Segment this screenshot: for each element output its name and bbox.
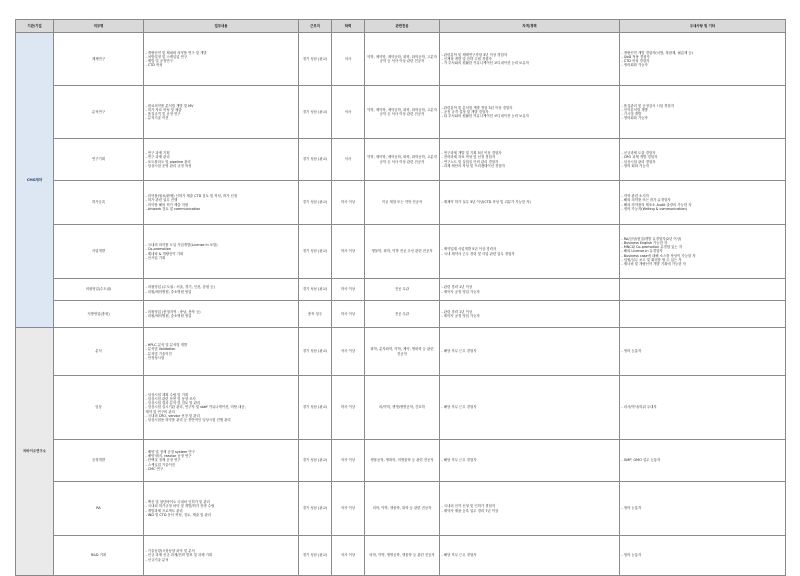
duties-line: - 배양 배지, reactor 공정 연구: [145, 454, 192, 459]
duties: [144, 440, 299, 482]
recruitment-table-sheet: [15, 19, 785, 576]
location: 경기 성남 (판교): [299, 376, 332, 440]
qualification: [440, 279, 620, 301]
duties-line: - 연구 과제 관리: [145, 155, 170, 160]
duties-line: - 의원/세미병원, 중소병원 영업: [145, 289, 192, 294]
education: 석사: [332, 139, 365, 181]
duties-line: - CTD 작성: [145, 63, 163, 68]
duties: [144, 139, 299, 181]
education: 석사: [332, 86, 365, 139]
duties-line: - Artwork 검토 및 communication: [145, 206, 201, 211]
qualification-line: - 연구과제 개발 및 기획 5년 이상 경험자: [441, 151, 502, 156]
job-title: 지방영업(충청): [54, 301, 144, 328]
table-row: [16, 328, 786, 376]
preference-line: - Business case에 대해 소스를 작성이 가능한 자: [621, 253, 696, 258]
job-title: 분석: [54, 328, 144, 376]
duties-line: - 분석법 기술이전: [145, 351, 172, 356]
qualification-line: - 제약사 공정 영업 가능자: [441, 314, 480, 318]
qualification-line: - 전략과제 자료 작성 및 선정 경험자: [441, 155, 496, 160]
duties-line: - 처방설정 및 스케일업 연구: [145, 54, 188, 59]
qualification: [440, 139, 620, 181]
preference: [620, 440, 786, 482]
preference-line: - 기시법 개발: [621, 112, 642, 116]
education: 석사 이상: [332, 536, 365, 576]
qualification: [440, 376, 620, 440]
qualification-line: - 관련 경력 1년 이상: [441, 285, 473, 290]
table-row: [16, 33, 786, 86]
table-row: [16, 301, 786, 328]
duties: [144, 279, 299, 301]
duties: [144, 536, 299, 576]
preference: [620, 33, 786, 86]
duties-line: - 국내외 의약품 도입 사업개발(License in 포함): [145, 243, 218, 248]
qualification: [440, 225, 620, 279]
duties-line: - 포트폴리오 및 pipeline 관리: [145, 159, 191, 164]
location: 경기 성남 (판교): [299, 440, 332, 482]
duties-line: - CMC 연구: [145, 466, 164, 471]
preference-line: - 신약분석법 개발: [621, 107, 648, 112]
major: 이공 계열 또는 약학 전공자: [365, 181, 440, 225]
preference: [620, 328, 786, 376]
duties-line: - 의원영업 (충청지역 : 충남, 충북 등): [145, 309, 201, 314]
duties-line: - 안정성시험: [145, 355, 165, 360]
qualification-line: - 국내 제약사 근무 경력 및 사업 관련 업무 경험자: [441, 251, 515, 256]
qualification-line: - 제약사 공정 영업 가능자: [441, 289, 480, 294]
job-title: 공정개발: [54, 440, 144, 482]
duties-line: - 분석기술 이전: [145, 116, 169, 121]
table-row: [16, 536, 786, 576]
duties-line: - 제네릭 & 개량신약 기획: [145, 251, 184, 256]
location: 경기 성남 (판교): [299, 86, 332, 139]
education: 학사 이상: [332, 225, 365, 279]
location: 경기 성남 (판교): [299, 279, 332, 301]
preference-line: - Business English 가능한 자: [621, 241, 668, 246]
preference-line: - 개량신약 개발 경험자(서방, 복합제, 필름제 등): [621, 50, 693, 55]
qualification: [440, 301, 620, 328]
qualification: [440, 86, 620, 139]
duties-line: - 기술동향/시장동향 파악 및 분석: [145, 549, 195, 554]
major: 약학, 제약학, 제약공학, 화학, 화학공학, 고분자 공학 등 석사 이상 관련 전공자: [365, 33, 440, 86]
qualification-line: - 타 부서와의 원활한 커뮤니케이션 코디네이션 능력 보유자: [441, 114, 529, 119]
duties-line: - 국내외 CRO, vendor 선정 및 관리: [145, 413, 200, 418]
duties-line: - 단백질 정제 공정 연구: [145, 458, 181, 463]
duties-line: - 신규기술 분석: [145, 557, 169, 562]
preference: [620, 86, 786, 139]
location: 경기 성남 (판교): [299, 536, 332, 576]
major: 의/약학, 생명/생명공학, 간호학: [365, 376, 440, 440]
preference: [620, 376, 786, 440]
job-title: 의원영업(수도권): [54, 279, 144, 301]
qualification: [440, 181, 620, 225]
preference-line: - MNC와 Co-promotion 유경험 있는 자: [621, 245, 683, 250]
duties-line: - 원료의약품 분석법 개발 및 MV: [145, 103, 194, 108]
preference: [620, 279, 786, 301]
duties-line: - 배양 및 정제 공정 system 연구: [145, 450, 195, 455]
duties-line: - 임상시험 운영 관리 규정 작성: [145, 163, 192, 168]
major: 약학, 제약학, 제약공학, 화학, 화학공학, 고분자 공학 등 석사 이상 관련 전공자: [365, 86, 440, 139]
qualification-line: - 제약업계 사업개발 5년 이상 경력자: [441, 247, 497, 252]
duties-line: - 허가 관련 업무 진행: [145, 198, 178, 203]
education: 학사 이상: [332, 279, 365, 301]
duties-line: - 신사업 기획: [145, 255, 166, 260]
preference-line: - RA/임상/품질/개발 유경험자(2년 이상): [621, 237, 682, 242]
major: 의학, 약학, 생물학, 화학 등 관련 전공자: [365, 482, 440, 536]
duties-line: - HPLC 분석 및 분석법 개발: [145, 343, 188, 348]
duties: [144, 86, 299, 139]
preference: [620, 301, 786, 328]
location: 경기 성남 (판교): [299, 33, 332, 86]
education: 석사 이상: [332, 328, 365, 376]
preference-line: - 영어 능통자: [621, 506, 642, 511]
header-job: 직무명: [54, 20, 144, 33]
major: 전공 무관: [365, 301, 440, 328]
duties: [144, 33, 299, 86]
location: 경기 성남 (판교): [299, 181, 332, 225]
preference-line: - 임상시험 관리 경험자: [621, 159, 656, 164]
qualification-line: - 해당 직무 근무 경험자: [441, 405, 477, 410]
duties: [144, 376, 299, 440]
recruitment-table: [15, 19, 786, 576]
duties-line: - 임상시험 실시기관 관리, 연구자 및 staff 커뮤니케이션, 미팅 대응,: [145, 405, 246, 410]
header-duties: 업무내용: [144, 20, 299, 33]
location: 경기 성남 (판교): [299, 139, 332, 181]
duties: [144, 482, 299, 536]
preference: [620, 225, 786, 279]
job-title: 허가등록: [54, 181, 144, 225]
org-cell: 차바이오연구소: [16, 328, 54, 576]
duties-line: - 임상시험 결과 분석 및 검토 및 관리: [145, 401, 201, 406]
header-qualification: 자격/경력: [440, 20, 620, 33]
table-row: [16, 440, 786, 482]
duties-line: - 연구 과제 기획: [145, 151, 170, 156]
preference: [620, 139, 786, 181]
preference: [620, 181, 786, 225]
table-body: [16, 33, 786, 576]
qualification-line: - 국내외 신약 신청 및 인허가 경험자: [441, 504, 496, 509]
table-row: [16, 181, 786, 225]
qualification-line: - 제약사 제품 등록 업무 경력 7년 이상: [441, 508, 499, 513]
qualification-line: - 관련분야 및 제제연구경험 3년 이상 경험자: [441, 52, 508, 57]
qualification: [440, 440, 620, 482]
qualification-line: - 과제 제안서 작성 및 프리젠테이션 경험자: [441, 163, 505, 168]
education: 학사 이상: [332, 301, 365, 328]
qualification-line: - 연구노트 및 실험실 인력 관리 경험자: [441, 159, 499, 164]
duties-line: - 허가 자료 작성 및 제출: [145, 107, 182, 112]
major: 전공 무관: [365, 279, 440, 301]
duties-line: - 스케일업 기술이전: [145, 462, 176, 467]
major: 약학, 제약학, 제약공학, 화학, 화학공학, 고분자 공학 등 석사 이상 관련 전공자: [365, 139, 440, 181]
location: 경기 성남 (판교): [299, 328, 332, 376]
qualification-line: - 관련분야 및 분석법 개발 경험 3년 이상 경험자: [441, 105, 513, 110]
qualification-line: - 관련 경력 1년 이상: [441, 309, 473, 314]
duties-line: - 의약품 해외 허가 제출 지원: [145, 202, 189, 207]
header-education: 학력: [332, 20, 365, 33]
qualification-line: - 신제형 개발 및 전략 수립 경험자: [441, 56, 492, 61]
duties-line: - Co-promotion: [145, 247, 171, 252]
preference: [620, 536, 786, 576]
preference-line: - 영어 능통자: [621, 553, 642, 558]
duties-line: - 개발과제 프로젝트 관리: [145, 508, 183, 513]
location: 경기 성남 (판교): [299, 482, 332, 536]
preference-line: - 해외 의약품의 제조소 Audit 출장의 가능한 자: [621, 202, 692, 207]
preference-line: - 영어회화 가능자: [621, 63, 648, 68]
duties-line: 계약 및 연구비 관리: [145, 409, 175, 414]
major: 화학, 분자화학, 약학, 제약, 생화학 등 관련 전공자: [365, 328, 440, 376]
preference-line: - 제너릭 및 개량신약 개발 기획에 가능한 자: [621, 261, 686, 266]
table-row: [16, 225, 786, 279]
duties: [144, 181, 299, 225]
duties: [144, 328, 299, 376]
major: 생물학, 화학, 약학 전공 우선 관련 전공자: [365, 225, 440, 279]
header-org: 기관/기업: [16, 20, 54, 33]
education: 석사 이상: [332, 440, 365, 482]
job-title: 연구기획: [54, 139, 144, 181]
duties-line: - 제법 및 공정연구: [145, 59, 173, 63]
header-row: [16, 20, 786, 33]
preference-line: - CRO 과제 개발 경험자: [621, 155, 658, 160]
duties-line: - 의약품(원료/완제) 인허가 제출 CTD 검토 및 작성, 허가 신청: [145, 194, 238, 199]
qualification: [440, 33, 620, 86]
preference-line: - 영어 능통자: [621, 349, 642, 354]
education: 학사 이상: [332, 181, 365, 225]
preference: [620, 482, 786, 536]
qualification-line: - 각 부서와의 원활한 커뮤니케이션 코디네이션 능력 보유자: [441, 61, 529, 66]
preference-line: - 약학 관련 소지자: [621, 194, 649, 199]
location: 경기 성남 (판교): [299, 225, 332, 279]
preference-line: - CTD 작성 경험자: [621, 59, 650, 63]
table-row: [16, 376, 786, 440]
job-title: 제제연구: [54, 33, 144, 86]
preference-line: - 영어 회화 가능자: [621, 163, 649, 168]
qualification-line: - 해당 직무 근무 경험자: [441, 458, 477, 463]
duties-line: - 의원/세미병원, 중소병원 영업: [145, 314, 192, 318]
preference-line: - 임원/실무 보고 및 회의를 할 수 있는 자: [621, 257, 682, 262]
major: 의학, 약학, 생명공학, 생물학 등 관련 전공자: [365, 536, 440, 576]
education: 학사 이상: [332, 376, 365, 440]
table-row: [16, 86, 786, 139]
duties-line: - 국내외 허가규정 파악 및 개발/허가 전략 수립: [145, 504, 215, 509]
duties-line: - IND 및 CTD 문서 작성, 검토, 제출 및 관리: [145, 512, 212, 517]
duties-line: - 분석법 Validation: [145, 347, 176, 352]
duties-line: - 신규 과제 신규 과제/전략 발표 및 과제 기획: [145, 553, 213, 558]
org-cell: CMG제약: [16, 33, 54, 328]
duties-line: - 품질규격 및 공정 연구: [145, 112, 181, 116]
preference-line: - 영어 가능자(Writing & communication): [621, 206, 688, 211]
job-title: 임상: [54, 376, 144, 440]
preference-line: - 의사/약사/학위 우대자: [621, 405, 657, 410]
duties-line: - 의원영업 (수도권 : 서울, 경기, 인천, 강원 등): [145, 285, 215, 290]
education: 석사: [332, 33, 365, 86]
preference-line: - 신규과제 도출 경험자: [621, 151, 656, 156]
qualification: [440, 482, 620, 536]
table-row: [16, 482, 786, 536]
job-title: RA: [54, 482, 144, 536]
duties-line: - 임상시험 계획 수립 및 기획: [145, 393, 189, 398]
qualification-line: - 공정 규격 설정 및 개발 경험자: [441, 109, 489, 114]
table-row: [16, 279, 786, 301]
duties-line: - 임상시험용 의약품 관리 등 전반적인 임상시험 진행 관리: [145, 417, 231, 422]
duties: [144, 301, 299, 328]
qualification-line: - 해당 직무 근무 경험자: [441, 349, 477, 354]
preference-line: - 해외 의약품 또는 허가 유경험자: [621, 198, 671, 203]
education: 석사 이상: [332, 482, 365, 536]
header-preference: 우대사항 및 기타: [620, 20, 786, 33]
table-row: [16, 139, 786, 181]
duties-line: - 임상시험 관련 문헌 및 동향 조사: [145, 397, 196, 402]
header-major: 관련전공: [365, 20, 440, 33]
qualification: [440, 328, 620, 376]
preference-line: - QbD 적용 경험자: [621, 54, 650, 59]
preference-line: - 품질관리 및 공정검사 시험 경험자: [621, 103, 674, 108]
preference-line: - 영어회화 가능자: [621, 116, 648, 121]
duties-line: - 백신 및 첨단바이오 국내외 인허가 및 관리: [145, 500, 210, 505]
preference-line: - 해외 License-in 유경험자: [621, 249, 663, 254]
qualification: [440, 536, 620, 576]
qualification-line: - 제제약 허가 실무 3년 이상(CTD 작성 및 리뷰가 가능한 자): [441, 200, 531, 205]
major: 생물공학, 생화학, 미생물학 등 관련 전공자: [365, 440, 440, 482]
header-location: 근무지: [299, 20, 332, 33]
qualification-line: - 해당 직무 근무 경험자: [441, 553, 477, 558]
job-title: R&D 기획: [54, 536, 144, 576]
job-title: 분석연구: [54, 86, 144, 139]
preference-line: - GMP, GMO 업무 능통자: [621, 458, 661, 463]
job-title: 사업개발: [54, 225, 144, 279]
duties-line: - 개량신약 및 제네릭 의약품 연구 및 개발: [145, 50, 207, 55]
duties: [144, 225, 299, 279]
location: 충북 청주: [299, 301, 332, 328]
